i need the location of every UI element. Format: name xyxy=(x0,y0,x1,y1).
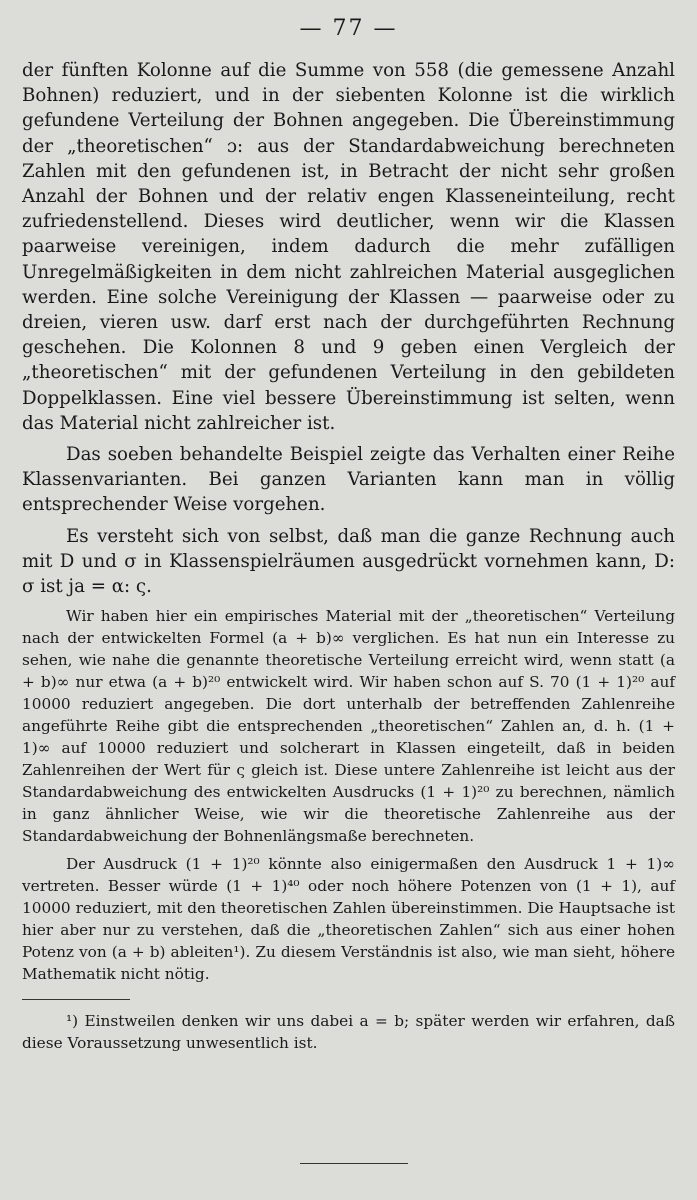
page-number: — 77 — xyxy=(299,16,398,41)
paragraph-4-small: Wir haben hier ein empirisches Material mit der „theoretischen“ Verteilung nach der entwickelten Formel (a + b)∞ verglichen. Es hat nun ein Interesse zu sehen, wie nahe die genannte theoretische Verteilung erreicht wird, wenn statt (a + b)∞ nur etwa (a + b)²⁰ entwickelt wird. Wir haben schon auf S. 70 (1 + 1)²⁰ auf 10000 reduziert angegeben. Die dort unterhalb der betreffenden Zahlenreihe angeführte Reihe gibt die entsprechenden „theoretischen“ Zahlen an, d. h. (1 + 1)∞ auf 10000 reduziert und solcherart in Klassen eingeteilt, daß in beiden Zahlenreihen der Wert für ς gleich ist. Diese untere Zahlenreihe ist leicht aus der Standardabweichung des entwickelten Ausdrucks (1 + 1)²⁰ zu berechnen, nämlich in ganz ähnlicher Weise, wie wir die theoretische Zahlenreihe aus der Standardabweichung der Bohnenlängsmaße berechneten. xyxy=(22,607,675,846)
paragraph-5-small: Der Ausdruck (1 + 1)²⁰ könnte also einigermaßen den Ausdruck 1 + 1)∞ vertreten. Besser würde (1 + 1)⁴⁰ oder noch höhere Potenzen von (1 + 1), auf 10000 reduziert, mit den theoretischen Zahlen übereinstimmen. Die Hauptsache ist hier aber nur zu verstehen, daß die „theoretischen Zahlen“ sich aus einer hohen Potenz von (a + b) ableiten¹). Zu diesem Verständnis ist also, wie man sieht, höhere Mathematik nicht nötig. xyxy=(22,855,675,984)
end-rule xyxy=(300,1163,408,1164)
paragraph-3: Es versteht sich von selbst, daß man die ganze Rechnung auch mit D und σ in Klassenspielräumen ausgedrückt vornehmen kann, D: σ ist ja = α: ς. xyxy=(22,525,675,598)
footnote: ¹) Einstweilen denken wir uns dabei a = b; später werden wir erfahren, daß diese Voraussetzung unwesentlich ist. xyxy=(22,1012,675,1053)
footnote-separator xyxy=(22,999,130,1000)
paragraph-2: Das soeben behandelte Beispiel zeigte das Verhalten einer Reihe Klassenvarianten. Bei ganzen Varianten kann man in völlig entsprechender Weise vorgehen. xyxy=(22,444,675,516)
paragraph-1: der fünften Kolonne auf die Summe von 558 (die gemessene Anzahl Bohnen) reduziert, und in der siebenten Kolonne ist die wirklich gefundene Verteilung der Bohnen angegeben. Die Übereinstimmung der „theoretischen“ ɔ: aus der Standardabweichung berechneten Zahlen mit den gefundenen ist, in Betracht der nicht sehr großen Anzahl der Bohnen und der relativ engen Klasseneinteilung, recht zufriedenstellend. Dieses wird deutlicher, wenn wir die Klassen paarweise vereinigen, indem dadurch die mehr zufälligen Unregelmäßigkeiten in dem nicht zahlreichen Material ausgeglichen werden. Eine solche Vereinigung der Klassen — paarweise oder zu dreien, vieren usw. darf erst nach der durchgeführten Rechnung geschehen. Die Kolonnen 8 und 9 geben einen Vergleich der „theoretischen“ mit der gefundenen Verteilung in den gebildeten Doppelklassen. Eine viel bessere Übereinstimmung ist selten, wenn das Material nicht zahlreicher ist. xyxy=(22,60,675,434)
